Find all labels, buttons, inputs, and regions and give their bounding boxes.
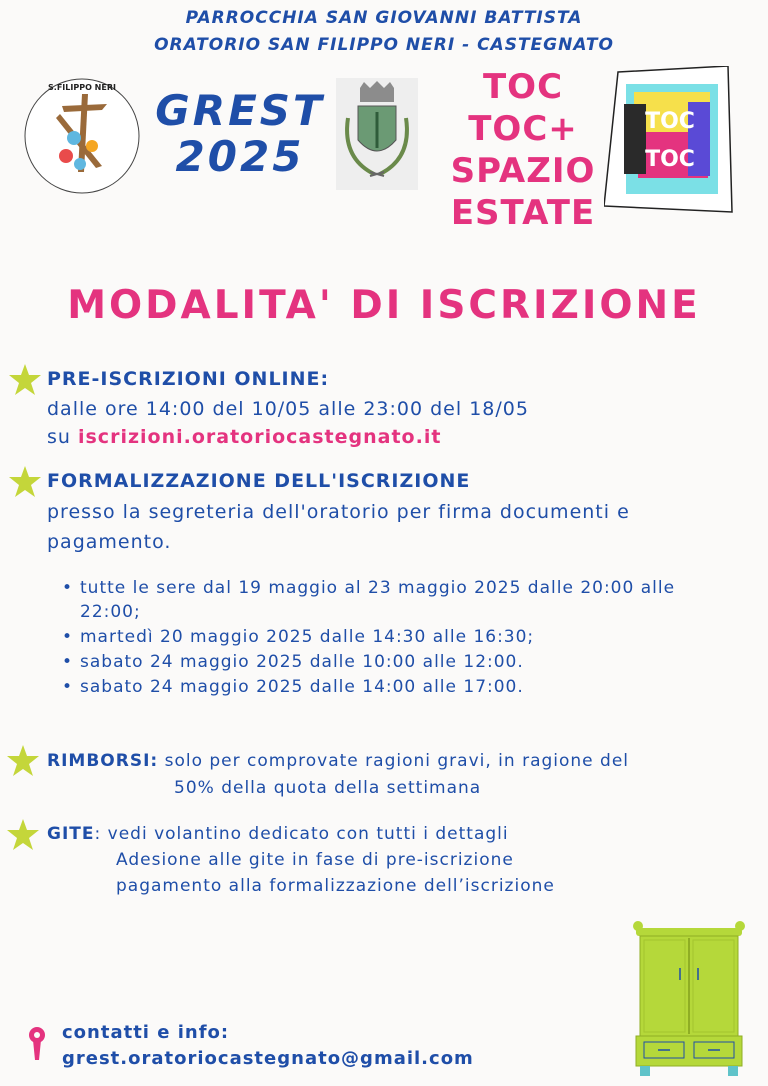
pre-registration-dates: dalle ore 14:00 del 10/05 alle 23:00 del 18/05 [47, 398, 529, 420]
list-item: • martedì 20 maggio 2025 dalle 14:30 alle 16:30; [62, 625, 722, 649]
trips-text-3: pagamento alla formalizzazione dell’iscrizione [116, 876, 555, 896]
trips-text-1: : vedi volantino dedicato con tutti i dettagli [94, 824, 509, 844]
trips-label: GITE [47, 824, 95, 844]
schedule-list [62, 576, 722, 700]
list-item: • sabato 24 maggio 2025 dalle 14:00 alle 17:00. [62, 675, 722, 699]
trips-section [47, 820, 509, 849]
star-icon [8, 363, 42, 397]
toc-line-3: SPAZIO [450, 151, 596, 191]
refunds-label: RIMBORSI: [47, 751, 159, 771]
toc-title [448, 66, 598, 234]
wardrobe-icon [630, 918, 748, 1078]
star-icon [6, 818, 40, 852]
list-item: • sabato 24 maggio 2025 dalle 10:00 alle 12:00. [62, 650, 722, 674]
coat-of-arms-logo [336, 78, 418, 190]
pre-registration-prefix: su [47, 426, 78, 448]
pre-registration-site [47, 423, 441, 452]
toc-logo-word-1: TOC [645, 109, 695, 134]
formalization-title: FORMALIZZAZIONE DELL'ISCRIZIONE [47, 470, 471, 492]
grest-line1: GREST [155, 86, 325, 135]
pre-registration-title: PRE-ISCRIZIONI ONLINE: [47, 368, 330, 390]
page-title: MODALITA' DI ISCRIZIONE [67, 283, 701, 328]
toc-line-4: ESTATE [450, 193, 596, 233]
star-icon [6, 744, 40, 778]
star-icon [8, 465, 42, 499]
list-item: • tutte le sere dal 19 maggio al 23 maggio 2025 dalle 20:00 alle 22:00; [62, 576, 722, 624]
contact-email[interactable]: grest.oratoriocastegnato@gmail.com [62, 1048, 474, 1069]
formalization-text-1: presso la segreteria dell'oratorio per firma documenti e [47, 501, 630, 523]
oratorio-logo-text: S.FILIPPO NERI [48, 83, 116, 92]
formalization-text-2: pagamento. [47, 531, 172, 553]
oratorio-logo [22, 76, 142, 196]
parish-name: PARROCCHIA SAN GIOVANNI BATTISTA [185, 8, 583, 28]
oratory-name: ORATORIO SAN FILIPPO NERI - CASTEGNATO [154, 35, 614, 55]
toc-logo-word-2: TOC [645, 147, 695, 172]
registration-link[interactable]: iscrizioni.oratoriocastegnato.it [77, 426, 442, 448]
refunds-section [47, 747, 629, 776]
refunds-text-1: solo per comprovate ragioni gravi, in ragione del [164, 751, 630, 771]
location-pin-icon [26, 1026, 48, 1062]
toc-line-2: TOC+ [468, 109, 578, 149]
refunds-text-2: 50% della quota della settimana [174, 778, 482, 798]
grest-line2: 2025 [175, 132, 305, 181]
contacts-label: contatti e info: [62, 1022, 230, 1043]
trips-text-2: Adesione alle gite in fase di pre-iscrizione [116, 850, 514, 870]
toc-line-1: TOC [482, 67, 564, 107]
toc-toc-logo [604, 66, 734, 214]
grest-title [150, 88, 330, 180]
